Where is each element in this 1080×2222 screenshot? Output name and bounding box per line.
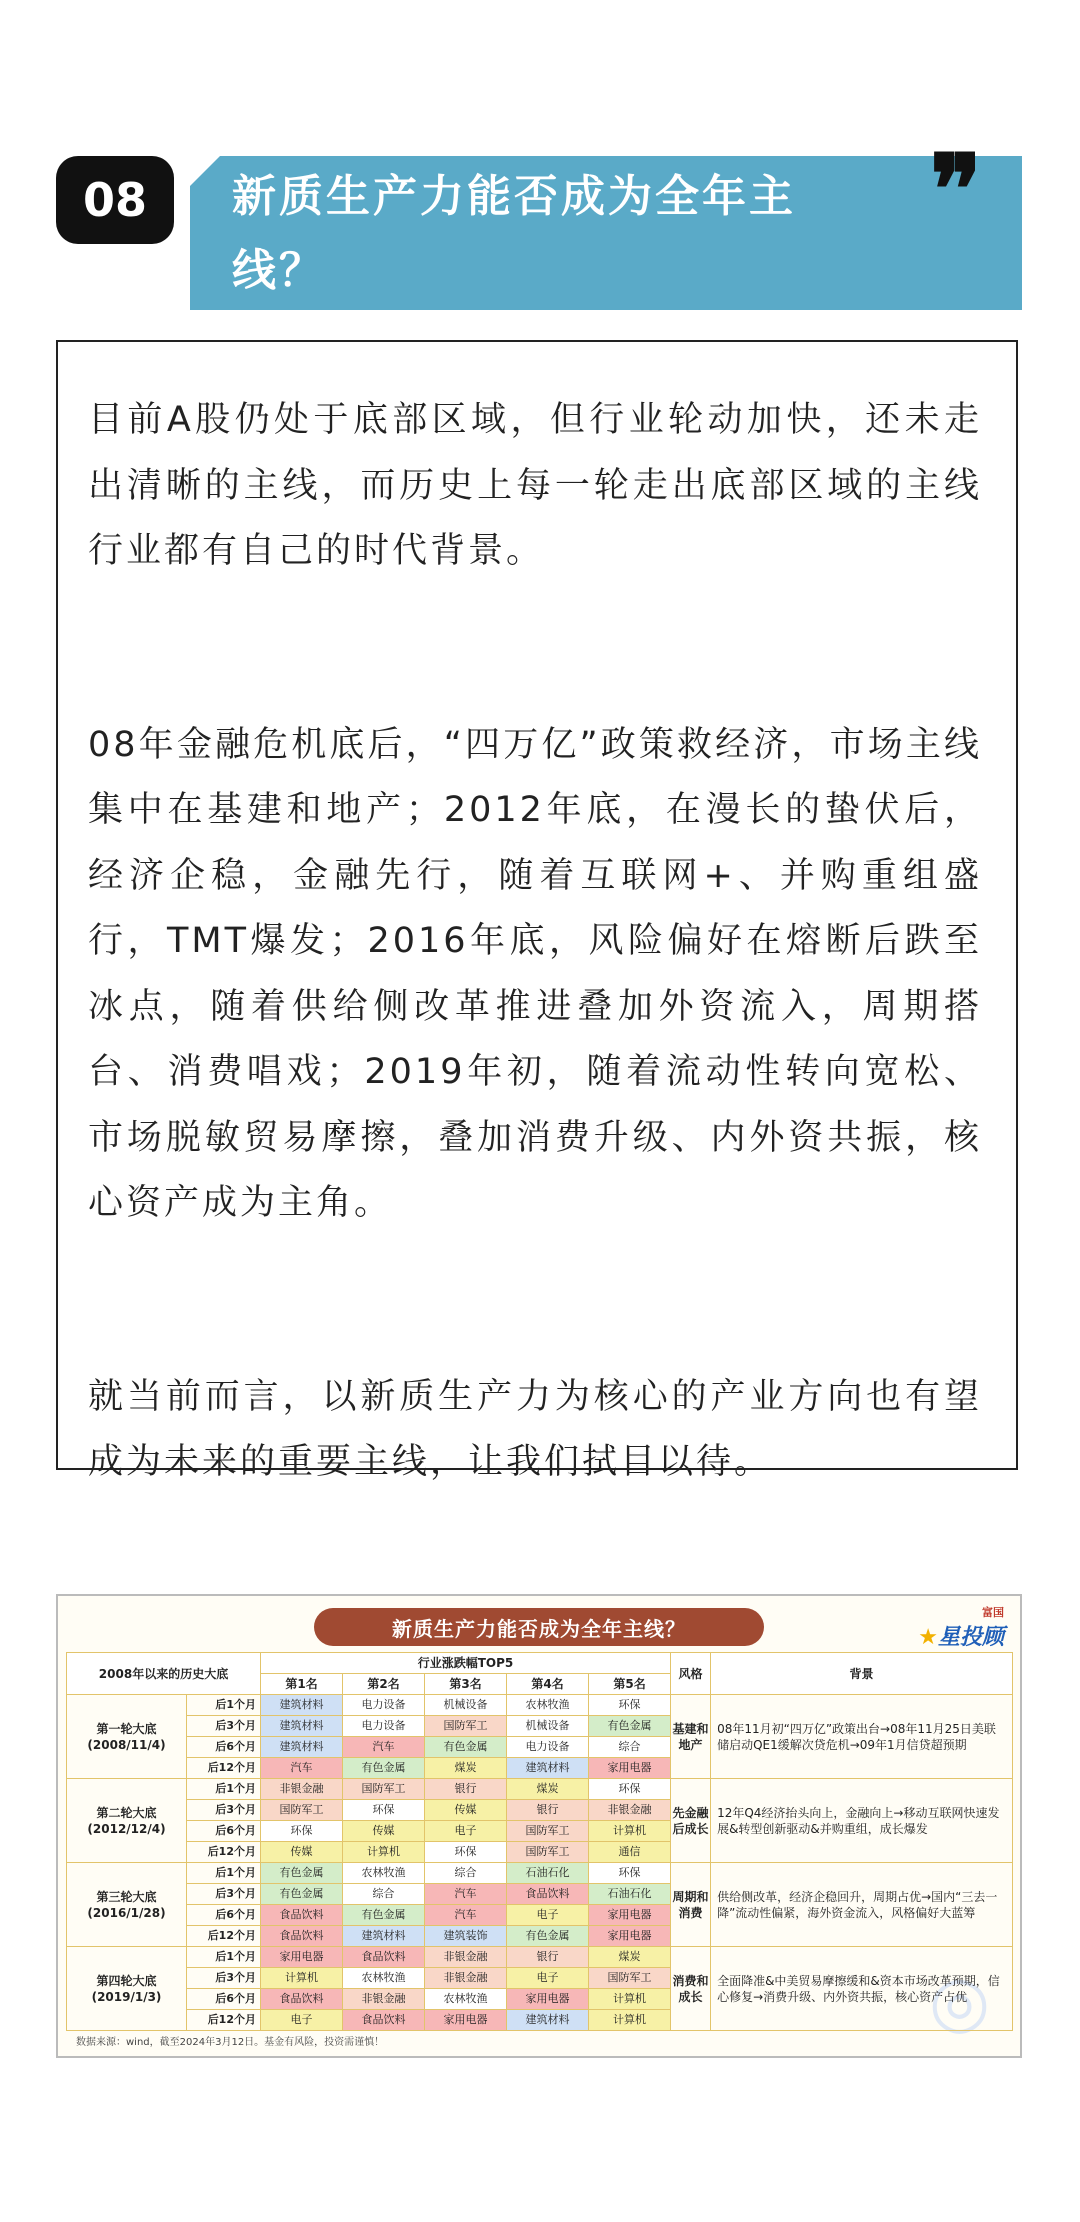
round-name: 第二轮大底 (2012/12/4) [67,1779,187,1863]
header-rank-3: 第3名 [425,1674,507,1695]
round-name: 第一轮大底 (2008/11/4) [67,1695,187,1779]
background-cell: 12年Q4经济抬头向上，金融向上→移动互联网快速发展&转型创新驱动&并购重组，成长爆发 [711,1779,1013,1863]
period-label: 后3个月 [187,1968,261,1989]
industry-cell: 食品饮料 [261,1926,343,1947]
period-label: 后12个月 [187,1842,261,1863]
industry-cell: 环保 [425,1842,507,1863]
industry-cell: 汽车 [425,1884,507,1905]
table-row [67,1863,1013,1884]
period-label: 后12个月 [187,1758,261,1779]
period-label: 后1个月 [187,1863,261,1884]
industry-cell: 电子 [507,1905,589,1926]
industry-cell: 有色金属 [425,1737,507,1758]
background-cell: 供给侧改革，经济企稳回升，周期占优→国内“三去一降”流动性偏紧，海外资金流入，风格偏好大蓝筹 [711,1863,1013,1947]
industry-cell: 国防军工 [507,1821,589,1842]
industry-cell: 有色金属 [261,1884,343,1905]
industry-cell: 石油石化 [507,1863,589,1884]
industry-cell: 非银金融 [425,1947,507,1968]
industry-cell: 食品饮料 [261,1989,343,2010]
industry-cell: 电力设备 [507,1737,589,1758]
industry-cell: 非银金融 [425,1968,507,1989]
industry-cell: 计算机 [261,1968,343,1989]
table-body [67,1695,1013,2031]
header-background: 背景 [711,1653,1013,1695]
industry-cell: 综合 [343,1884,425,1905]
table-row [67,1947,1013,1968]
brand-logo [918,1604,1004,1651]
industry-cell: 传媒 [343,1821,425,1842]
period-label: 后1个月 [187,1947,261,1968]
industry-cell: 电子 [507,1968,589,1989]
industry-cell: 有色金属 [261,1863,343,1884]
industry-cell: 农林牧渔 [343,1863,425,1884]
section-number: 08 [82,173,147,227]
quote-mark-icon: ❞ [930,133,982,246]
period-label: 后12个月 [187,2010,261,2031]
header-style: 风格 [671,1653,711,1695]
industry-cell: 机械设备 [425,1695,507,1716]
industry-cell: 煤炭 [425,1758,507,1779]
title-bar-notch [190,156,220,186]
industry-cell: 计算机 [589,2010,671,2031]
industry-cell: 食品饮料 [343,1947,425,1968]
period-label: 后6个月 [187,1989,261,2010]
industry-cell: 国防军工 [261,1800,343,1821]
period-label: 后6个月 [187,1737,261,1758]
industry-cell: 建筑材料 [261,1695,343,1716]
industry-cell: 煤炭 [589,1947,671,1968]
industry-cell: 环保 [343,1800,425,1821]
section-title [232,160,872,308]
industry-cell: 机械设备 [507,1716,589,1737]
header-history-bottoms: 2008年以来的历史大底 [67,1653,261,1695]
industry-cell: 国防军工 [343,1779,425,1800]
background-cell: 全面降准&中美贸易摩擦缓和&资本市场改革预期，信心修复→消费升级、内外资共振，核心资产占优 [711,1947,1013,2031]
brand-logo-text: 星投顾 [937,1625,1004,1650]
industry-cell: 有色金属 [589,1716,671,1737]
industry-cell: 银行 [507,1800,589,1821]
style-cell: 先金融后成长 [671,1779,711,1863]
section-number-badge [56,156,174,244]
watermark-logo: ◎ [928,1960,990,2042]
industry-cell: 电子 [261,2010,343,2031]
industry-cell: 通信 [589,1842,671,1863]
style-cell: 周期和消费 [671,1863,711,1947]
industry-cell: 建筑材料 [507,1758,589,1779]
industry-cell: 国防军工 [425,1716,507,1737]
industry-cell: 食品饮料 [343,2010,425,2031]
table-row [67,1779,1013,1800]
industry-cell: 银行 [507,1947,589,1968]
industry-cell: 计算机 [589,1989,671,2010]
industry-cell: 家用电器 [589,1926,671,1947]
industry-cell: 建筑材料 [261,1737,343,1758]
industry-cell: 家用电器 [425,2010,507,2031]
industry-cell: 环保 [261,1821,343,1842]
industry-cell: 汽车 [425,1905,507,1926]
industry-top5-table [66,1652,1013,2031]
industry-cell: 家用电器 [589,1758,671,1779]
header-rank-5: 第5名 [589,1674,671,1695]
industry-cell: 电力设备 [343,1695,425,1716]
style-cell: 消费和成长 [671,1947,711,2031]
industry-cell: 农林牧渔 [425,1989,507,2010]
industry-cell: 农林牧渔 [507,1695,589,1716]
industry-cell: 有色金属 [343,1758,425,1779]
header-rank-1: 第1名 [261,1674,343,1695]
industry-cell: 环保 [589,1779,671,1800]
industry-cell: 家用电器 [507,1989,589,2010]
industry-cell: 环保 [589,1863,671,1884]
period-label: 后12个月 [187,1926,261,1947]
industry-cell: 煤炭 [507,1779,589,1800]
industry-cell: 农林牧渔 [343,1968,425,1989]
period-label: 后1个月 [187,1695,261,1716]
industry-cell: 家用电器 [261,1947,343,1968]
industry-cell: 建筑材料 [343,1926,425,1947]
table-title: 新质生产力能否成为全年主线？ [314,1608,764,1646]
industry-cell: 电力设备 [343,1716,425,1737]
industry-cell: 建筑材料 [261,1716,343,1737]
industry-cell: 非银金融 [343,1989,425,2010]
industry-cell: 综合 [425,1863,507,1884]
industry-cell: 综合 [589,1737,671,1758]
industry-cell: 银行 [425,1779,507,1800]
industry-cell: 建筑材料 [507,2010,589,2031]
industry-cell: 计算机 [343,1842,425,1863]
round-name: 第三轮大底 (2016/1/28) [67,1863,187,1947]
industry-cell: 国防军工 [507,1842,589,1863]
history-bottom-table-image [56,1594,1022,2058]
header-rank-4: 第4名 [507,1674,589,1695]
industry-cell: 非银金融 [261,1779,343,1800]
period-label: 后3个月 [187,1716,261,1737]
header-rank-2: 第2名 [343,1674,425,1695]
industry-cell: 有色金属 [507,1926,589,1947]
period-label: 后1个月 [187,1779,261,1800]
table-row [67,1695,1013,1716]
style-cell: 基建和地产 [671,1695,711,1779]
round-name: 第四轮大底 (2019/1/3) [67,1947,187,2031]
industry-cell: 电子 [425,1821,507,1842]
industry-cell: 食品饮料 [261,1905,343,1926]
period-label: 后3个月 [187,1800,261,1821]
industry-cell: 食品饮料 [507,1884,589,1905]
period-label: 后6个月 [187,1821,261,1842]
industry-cell: 石油石化 [589,1884,671,1905]
industry-cell: 汽车 [343,1737,425,1758]
industry-cell: 传媒 [261,1842,343,1863]
period-label: 后6个月 [187,1905,261,1926]
background-cell: 08年11月初“四万亿”政策出台→08年11月25日美联储启动QE1缓解次贷危机→09年1月信贷超预期 [711,1695,1013,1779]
data-source-note: 数据来源：wind，截至2024年3月12日。基金有风险，投资需谨慎！ [76,2037,385,2048]
article-text-box [56,340,1018,1482]
industry-cell: 国防军工 [589,1968,671,1989]
section-title-line2: 线？ [232,245,326,296]
brand-logo-small-text: 富国 [982,1606,1004,1619]
industry-cell: 非银金融 [589,1800,671,1821]
period-label: 后3个月 [187,1884,261,1905]
article-paragraph-1: 目前A股仍处于底部区域，但行业轮动加快，还未走出清晰的主线，而历史上每一轮走出底部区域的主线行业都有自己的时代背景。 [88,400,982,571]
star-icon: ★ [918,1625,938,1650]
industry-cell: 计算机 [589,1821,671,1842]
section-title-line1: 新质生产力能否成为全年主 [232,171,796,222]
industry-cell: 家用电器 [589,1905,671,1926]
industry-cell: 汽车 [261,1758,343,1779]
industry-cell: 环保 [589,1695,671,1716]
industry-cell: 建筑装饰 [425,1926,507,1947]
article-paragraph-3: 就当前而言，以新质生产力为核心的产业方向也有望成为未来的重要主线，让我们拭目以待。 [88,1376,982,1482]
header-top5: 行业涨跌幅TOP5 [261,1653,671,1674]
industry-cell: 传媒 [425,1800,507,1821]
industry-cell: 有色金属 [343,1905,425,1926]
article-paragraph-2: 08年金融危机底后，“四万亿”政策救经济，市场主线集中在基建和地产；2012年底，在漫长的蛰伏后，经济企稳，金融先行，随着互联网+、并购重组盛行，TMT爆发；2016年底，风险偏好在熔断后跌至冰点，随着供给侧改革推进叠加外资流入，周期搭台、消费唱戏；2019年初，随着流动性转向宽松、市场脱敏贸易摩擦，叠加消费升级、内外资共振，核心资产成为主角。 [88,724,982,1223]
